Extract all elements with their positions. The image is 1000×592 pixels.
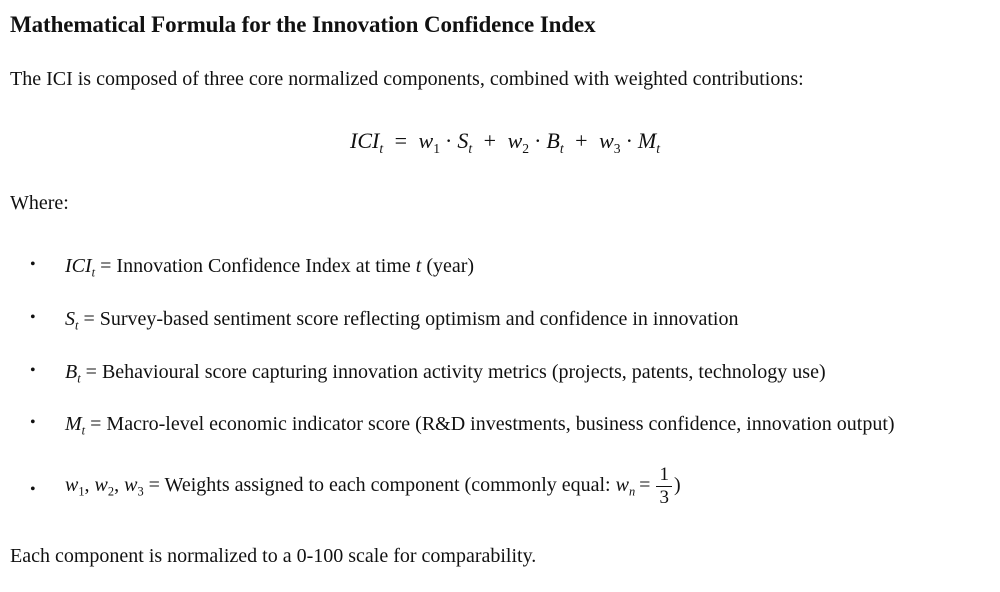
- weight-symbol: w: [599, 128, 614, 153]
- formula-plus-1: +: [483, 128, 497, 153]
- variable-symbol: B: [546, 128, 560, 153]
- definition-text: = Macro-level economic indicator score (R&D investments, business confidence, innovation output): [85, 413, 895, 435]
- symbol-subscript: t: [75, 318, 79, 333]
- dot-operator: ·: [625, 128, 633, 153]
- formula-equals: =: [394, 128, 408, 153]
- weight-subscript: 2: [522, 140, 530, 156]
- variable-subscript: t: [656, 140, 661, 156]
- formula-term-1: [418, 128, 473, 156]
- weight-subscript: 3: [613, 140, 621, 156]
- symbol-subscript: t: [77, 371, 81, 386]
- formula-term-2: [507, 128, 564, 156]
- weight-symbol: w: [507, 128, 523, 153]
- definition-symbol: [65, 361, 81, 386]
- weight-symbol: w: [615, 474, 629, 497]
- weight-subscript: 3: [137, 484, 144, 499]
- weight-symbol: w: [65, 474, 79, 497]
- symbol-subscript: t: [91, 265, 96, 280]
- variable-symbol: M: [637, 128, 657, 153]
- definition-symbol: [65, 413, 86, 438]
- weight-subscript: 1: [433, 140, 441, 156]
- definition-m: [65, 413, 895, 436]
- wn-symbol: [615, 474, 636, 499]
- where-label: Where:: [10, 192, 69, 214]
- page-title: Mathematical Formula for the Innovation Confidence Index: [10, 12, 596, 37]
- comma: ,: [84, 474, 95, 497]
- definition-s: [65, 308, 738, 331]
- weight-symbol: w: [94, 474, 108, 497]
- lhs-symbol: ICI: [350, 128, 380, 153]
- bullet: •: [30, 256, 36, 273]
- variable-subscript: t: [559, 140, 564, 156]
- lhs-subscript: t: [379, 140, 384, 156]
- weight-subscript: n: [628, 484, 636, 499]
- intro-paragraph: The ICI is composed of three core normalized components, combined with weighted contributions:: [10, 68, 804, 90]
- bullet: •: [30, 481, 36, 498]
- display-formula: [350, 128, 660, 154]
- symbol: S: [65, 308, 75, 330]
- fraction-denominator: 3: [656, 486, 672, 509]
- dot-operator: ·: [534, 128, 542, 153]
- definition-ici: [65, 255, 474, 278]
- weight-subscript: 1: [78, 484, 85, 499]
- definition-symbol: [65, 255, 96, 280]
- weight-subscript: 2: [107, 484, 115, 499]
- symbol-subscript: t: [81, 423, 86, 438]
- closing-paren: ): [673, 474, 681, 497]
- time-variable: t: [415, 255, 422, 277]
- fraction-numerator: 1: [659, 464, 669, 485]
- symbol: ICI: [65, 255, 92, 277]
- formula-plus-2: +: [575, 128, 588, 153]
- definition-text: = Innovation Confidence Index at time: [95, 255, 416, 277]
- definition-weights: [65, 464, 681, 509]
- definition-text: = Survey-based sentiment score reflecting optimism and confidence in innovation: [78, 308, 739, 330]
- footer-paragraph: Each component is normalized to a 0-100 scale for comparability.: [10, 545, 537, 567]
- definition-symbol: [65, 308, 79, 333]
- symbol: B: [65, 361, 78, 383]
- definition-text: = Weights assigned to each component (commonly equal:: [143, 474, 616, 497]
- comma: ,: [114, 474, 125, 497]
- weight-symbol: w: [124, 474, 138, 497]
- weights-symbols: [65, 474, 144, 499]
- weight-symbol: w: [418, 128, 434, 153]
- equals-sign: =: [639, 474, 651, 497]
- bullet: •: [30, 414, 36, 431]
- variable-subscript: t: [468, 140, 473, 156]
- bullet: •: [30, 362, 36, 379]
- variable-symbol: S: [457, 128, 469, 153]
- definition-text-suffix: (year): [421, 255, 475, 277]
- definition-b: [65, 361, 826, 384]
- fraction-one-third: [656, 464, 672, 509]
- dot-operator: ·: [445, 128, 453, 153]
- symbol: M: [65, 413, 82, 435]
- formula-term-3: [599, 128, 661, 156]
- formula-lhs: [350, 128, 384, 156]
- bullet: •: [30, 309, 36, 326]
- definition-text: = Behavioural score capturing innovation activity metrics (projects, patents, technology use): [80, 361, 826, 383]
